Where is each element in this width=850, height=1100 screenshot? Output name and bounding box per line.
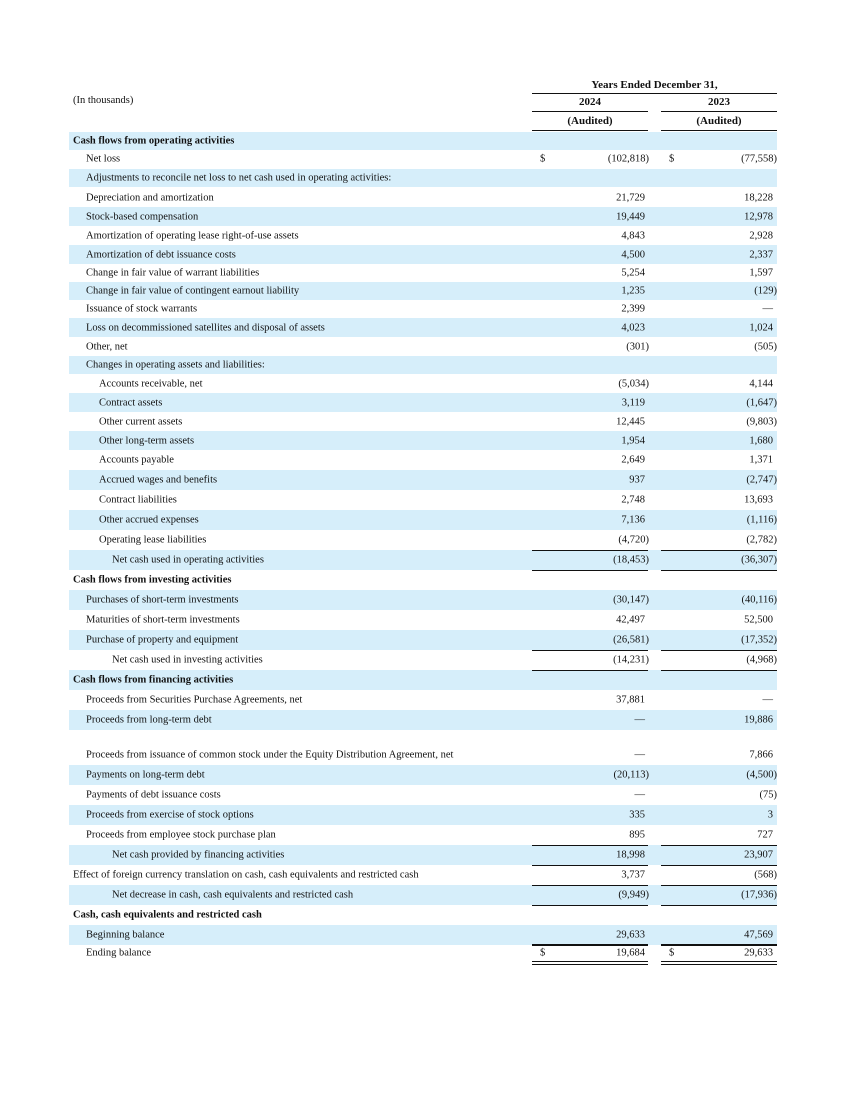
table-row xyxy=(69,765,777,785)
year-2023-rule xyxy=(661,111,777,112)
section-header-row xyxy=(69,670,777,690)
value-2024: 4,023 xyxy=(621,322,645,333)
subtotal-rule xyxy=(661,845,777,846)
currency-symbol: $ xyxy=(540,153,546,165)
value-2024: 4,500 xyxy=(621,249,645,260)
table-row xyxy=(69,188,777,207)
table-row xyxy=(69,885,777,905)
value-2024: (14,231) xyxy=(613,654,649,666)
value-2024: (18,453) xyxy=(613,554,649,566)
row-label: Purchase of property and equipment xyxy=(86,634,239,646)
value-2023: (77,558) xyxy=(741,153,777,165)
row-label: Contract assets xyxy=(99,397,163,408)
subtotal-rule xyxy=(532,905,648,906)
table-row xyxy=(69,412,777,431)
value-2023: (9,803) xyxy=(746,416,777,427)
section-header-row xyxy=(69,132,777,150)
row-label: Maturities of short-term investments xyxy=(86,614,240,626)
table-row xyxy=(69,650,777,670)
value-2024: — xyxy=(634,789,645,801)
units-label: (In thousands) xyxy=(73,95,134,106)
currency-symbol: $ xyxy=(669,153,675,165)
row-label: Accounts payable xyxy=(99,454,174,466)
section-title: Cash flows from operating activities xyxy=(73,135,235,147)
value-2023: 19,886 xyxy=(744,714,773,726)
value-2024: 335 xyxy=(629,809,645,821)
value-2023: (40,116) xyxy=(741,594,777,606)
value-2024: 12,445 xyxy=(616,416,645,427)
row-label: Effect of foreign currency translation on cash, cash equivalents and restricted cash xyxy=(73,869,419,881)
subtotal-rule xyxy=(661,865,777,866)
value-2023: (505) xyxy=(754,341,777,352)
table-row xyxy=(69,630,777,650)
row-label: Net cash provided by financing activities xyxy=(112,849,285,861)
value-2024: (102,818) xyxy=(607,153,649,165)
row-label: Net cash used in investing activities xyxy=(112,654,263,666)
value-2023: (1,116) xyxy=(746,514,777,526)
value-2023: (17,936) xyxy=(741,889,777,901)
row-label: Ending balance xyxy=(86,947,152,959)
value-2024: (5,034) xyxy=(618,378,649,389)
value-2023: 29,633 xyxy=(744,947,773,959)
value-2023: 23,907 xyxy=(744,849,773,861)
row-label: Contract liabilities xyxy=(99,494,177,506)
subtotal-rule xyxy=(532,570,648,571)
row-label: Net cash used in operating activities xyxy=(112,554,264,566)
audited-2023-rule xyxy=(661,130,777,131)
value-2024: 1,235 xyxy=(621,285,645,297)
table-row xyxy=(69,610,777,630)
table-row xyxy=(69,550,777,570)
section-title: Cash flows from financing activities xyxy=(73,674,234,686)
row-label: Accounts receivable, net xyxy=(99,378,203,389)
period-title: Years Ended December 31, xyxy=(591,79,718,91)
value-2024: 937 xyxy=(629,474,645,486)
table-row xyxy=(69,785,777,805)
table-row xyxy=(69,925,777,945)
value-2023: (2,782) xyxy=(746,534,777,546)
row-label: Other long-term assets xyxy=(99,435,195,446)
value-2023: 727 xyxy=(757,829,773,841)
value-2024: 2,748 xyxy=(621,494,645,506)
table-row xyxy=(69,374,777,393)
row-label: Other accrued expenses xyxy=(99,514,199,526)
value-2024: 21,729 xyxy=(616,192,645,203)
value-2023: — xyxy=(762,303,773,315)
value-2023: 3 xyxy=(767,809,773,821)
table-row xyxy=(69,393,777,412)
value-2023: (1,647) xyxy=(746,397,777,408)
table-row xyxy=(69,510,777,530)
row-label: Other current assets xyxy=(99,416,183,427)
value-2024: 42,497 xyxy=(616,614,645,626)
table-row xyxy=(69,245,777,264)
value-2024: 19,684 xyxy=(616,947,645,959)
value-2024: (30,147) xyxy=(613,594,649,606)
value-2023: 1,597 xyxy=(749,267,773,279)
table-row xyxy=(69,264,777,282)
subtotal-rule xyxy=(532,944,648,945)
value-2023: (17,352) xyxy=(741,634,777,646)
row-label: Proceeds from issuance of common stock under the Equity Distribution Agreement, net xyxy=(86,749,454,761)
subtotal-rule xyxy=(661,885,777,886)
subtotal-rule xyxy=(661,670,777,671)
value-2023: 4,144 xyxy=(749,378,773,389)
table-row xyxy=(69,944,777,962)
value-2024: 1,954 xyxy=(621,435,645,446)
table-row xyxy=(69,207,777,226)
double-total-rule xyxy=(661,961,777,962)
value-2023: 13,693 xyxy=(744,494,773,506)
value-2024: (26,581) xyxy=(613,634,649,646)
table-row xyxy=(69,470,777,490)
table-row xyxy=(69,282,777,300)
row-label: Payments on long-term debt xyxy=(86,769,205,781)
row-label: Proceeds from Securities Purchase Agreements, net xyxy=(86,694,303,706)
currency-symbol: $ xyxy=(669,947,675,959)
value-2024: — xyxy=(634,714,645,726)
period-title-rule xyxy=(532,93,777,94)
value-2024: 895 xyxy=(629,829,645,841)
value-2023: (568) xyxy=(754,869,777,881)
subtotal-rule xyxy=(532,550,648,551)
section-title: Cash flows from investing activities xyxy=(73,574,232,586)
value-2023: 2,337 xyxy=(749,249,773,260)
value-2024: 18,998 xyxy=(616,849,645,861)
value-2023: 12,978 xyxy=(744,211,773,222)
row-label: Changes in operating assets and liabilities: xyxy=(86,359,265,371)
row-label: Change in fair value of contingent earnout liability xyxy=(86,285,300,297)
value-2023: 52,500 xyxy=(744,614,773,626)
value-2024: 37,881 xyxy=(616,694,645,706)
subtotal-rule xyxy=(532,865,648,866)
subtotal-rule xyxy=(661,905,777,906)
row-label: Proceeds from long-term debt xyxy=(86,714,212,726)
value-2024: (20,113) xyxy=(613,769,649,781)
section-title: Cash, cash equivalents and restricted cash xyxy=(73,909,262,921)
row-label: Amortization of operating lease right-of-use assets xyxy=(86,230,299,241)
audited-2023-label: (Audited) xyxy=(696,115,742,127)
subtotal-rule xyxy=(532,670,648,671)
row-label: Payments of debt issuance costs xyxy=(86,789,221,801)
value-2024: 29,633 xyxy=(616,929,645,941)
row-label: Loss on decommissioned satellites and disposal of assets xyxy=(86,322,325,333)
subtotal-rule xyxy=(661,550,777,551)
double-total-rule xyxy=(532,964,648,965)
section-header-row xyxy=(69,905,777,925)
table-row xyxy=(69,845,777,865)
row-label: Net loss xyxy=(86,153,121,165)
value-2024: 2,399 xyxy=(621,303,645,315)
row-label: Stock-based compensation xyxy=(86,211,199,222)
value-2024: 3,119 xyxy=(621,397,645,408)
year-2024-rule xyxy=(532,111,648,112)
audited-2024-label: (Audited) xyxy=(567,115,613,127)
table-row xyxy=(69,431,777,450)
value-2023: 2,928 xyxy=(749,230,773,241)
subtotal-rule xyxy=(532,650,648,651)
value-2024: 2,649 xyxy=(621,454,645,466)
table-row xyxy=(69,865,777,885)
table-row xyxy=(69,356,777,374)
table-row xyxy=(69,318,777,337)
value-2023: 1,024 xyxy=(749,322,773,333)
value-2023: 1,680 xyxy=(749,435,773,446)
value-2024: 3,737 xyxy=(621,869,645,881)
currency-symbol: $ xyxy=(540,947,546,959)
year-2023-header: 2023 xyxy=(708,96,730,108)
value-2023: 7,866 xyxy=(749,749,773,761)
table-row xyxy=(69,690,777,710)
value-2024: 19,449 xyxy=(616,211,645,222)
value-2023: (2,747) xyxy=(746,474,777,486)
audited-2024-rule xyxy=(532,130,648,131)
value-2024: 5,254 xyxy=(621,267,645,279)
double-total-rule xyxy=(661,964,777,965)
subtotal-rule xyxy=(532,885,648,886)
row-label: Depreciation and amortization xyxy=(86,192,214,203)
row-label: Operating lease liabilities xyxy=(99,534,207,546)
value-2023: — xyxy=(762,694,773,706)
row-label: Amortization of debt issuance costs xyxy=(86,249,236,260)
row-label: Other, net xyxy=(86,341,128,352)
value-2023: 47,569 xyxy=(744,929,773,941)
table-row xyxy=(69,490,777,510)
value-2023: (129) xyxy=(754,285,777,297)
value-2023: (4,500) xyxy=(746,769,777,781)
value-2023: (75) xyxy=(759,789,777,801)
table-row xyxy=(69,710,777,730)
table-row xyxy=(69,825,777,845)
row-label: Issuance of stock warrants xyxy=(86,303,198,315)
subtotal-rule xyxy=(661,944,777,945)
table-row xyxy=(69,337,777,356)
table-row xyxy=(69,805,777,825)
row-label: Accrued wages and benefits xyxy=(99,474,218,486)
table-row xyxy=(69,150,777,168)
year-2024-header: 2024 xyxy=(579,96,601,108)
row-label: Proceeds from employee stock purchase plan xyxy=(86,829,276,841)
table-row xyxy=(69,530,777,550)
value-2023: (36,307) xyxy=(741,554,777,566)
value-2024: (4,720) xyxy=(618,534,649,546)
value-2024: 4,843 xyxy=(621,230,645,241)
row-label: Beginning balance xyxy=(86,929,165,941)
value-2024: 7,136 xyxy=(621,514,645,526)
table-row xyxy=(69,300,777,318)
table-row xyxy=(69,745,777,765)
value-2024: (301) xyxy=(626,341,649,352)
row-label: Adjustments to reconcile net loss to net cash used in operating activities: xyxy=(86,172,392,184)
section-header-row xyxy=(69,570,777,590)
value-2023: (4,968) xyxy=(746,654,777,666)
double-total-rule xyxy=(532,961,648,962)
table-row xyxy=(69,169,777,187)
row-label: Proceeds from exercise of stock options xyxy=(86,809,254,821)
table-row xyxy=(69,226,777,245)
subtotal-rule xyxy=(661,570,777,571)
subtotal-rule xyxy=(661,650,777,651)
row-label: Net decrease in cash, cash equivalents and restricted cash xyxy=(112,889,354,901)
value-2023: 18,228 xyxy=(744,192,773,203)
value-2024: (9,949) xyxy=(618,889,649,901)
value-2024: — xyxy=(634,749,645,761)
subtotal-rule xyxy=(532,845,648,846)
value-2023: 1,371 xyxy=(749,454,773,466)
row-label: Change in fair value of warrant liabilities xyxy=(86,267,260,279)
table-row xyxy=(69,590,777,610)
table-row xyxy=(69,450,777,470)
row-label: Purchases of short-term investments xyxy=(86,594,239,606)
